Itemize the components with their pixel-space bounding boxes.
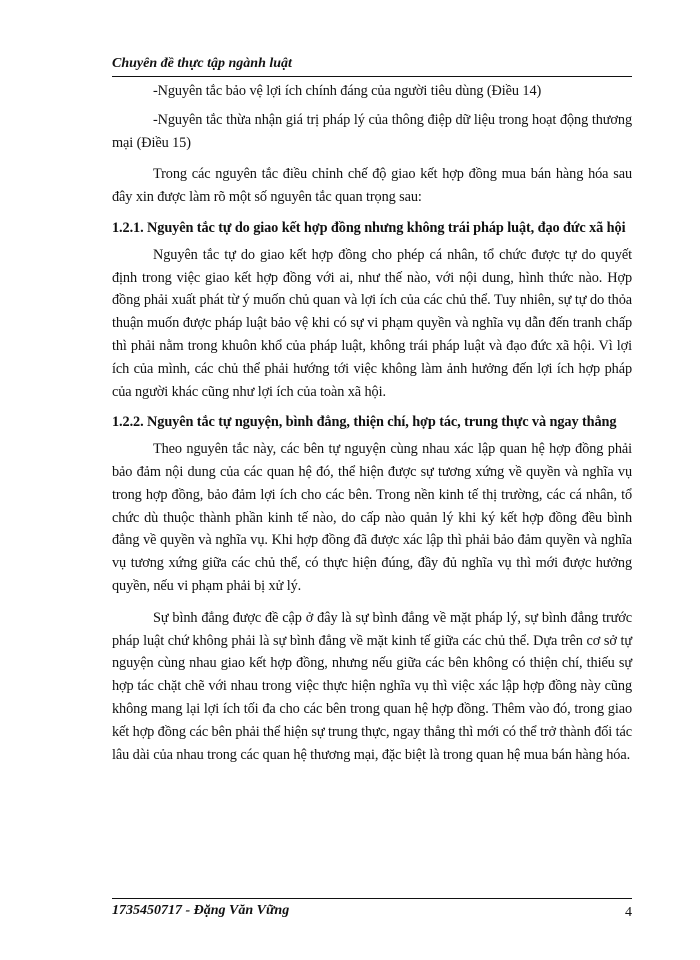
paragraph-freedom-of-contract: Nguyên tắc tự do giao kết hợp đồng cho phép cá nhân, tổ chức được tự do quyết định trong việc giao kết hợp đồng với ai, như thế nào, với nội dung, hình thức nào. Hợp đồng phải xuất phát từ ý muốn chủ quan và lợi ích của các chủ thể. Tuy nhiên, sự tự do thỏa thuận muốn được pháp luật bảo vệ khi có sự vi phạm quyền và nghĩa vụ dẫn đến tranh chấp thì phải nằm trong khuôn khổ của pháp luật, không trái pháp luật và đạo đức xã hội. Vì lợi ích của mình, các chủ thể phải hướng tới việc không làm ảnh hưởng đến lợi ích hợp pháp của người khác cũng như lợi ích của toàn xã hội. <box>112 246 632 400</box>
header-title: Chuyên đề thực tập ngành luật <box>112 56 292 71</box>
paragraph-intro: Trong các nguyên tắc điều chỉnh chế độ giao kết hợp đồng mua bán hàng hóa sau đây xin được làm rõ một số nguyên tắc quan trọng sau: <box>112 166 632 206</box>
paragraph-voluntary-equality: Theo nguyên tắc này, các bên tự nguyện cùng nhau xác lập quan hệ hợp đồng phải bảo đảm nội dung của các quan hệ đó, thể hiện được sự tương xứng về quyền và nghĩa vụ trong hợp đồng, bảo đảm lợi ích cho các bên. Trong nền kinh tế thị trường, các cá nhân, tổ chức dù thuộc thành phần kinh tế nào, do cấp nào quản lý khi ký kết hợp đồng đều bình đẳng về quyền và nghĩa vụ. Khi hợp đồng đã được xác lập thì phải bảo đảm quyền và nghĩa vụ tương xứng giữa các chủ thể, có thực hiện đúng, đầy đủ nghĩa vụ thì mới được hưởng quyền, nếu vi phạm phải bị xử lý. <box>112 441 632 594</box>
page-body <box>112 80 632 766</box>
paragraph-consumer-principle: -Nguyên tắc bảo vệ lợi ích chính đáng của người tiêu dùng (Điều 14) <box>153 83 542 99</box>
footer-author: 1735450717 - Đặng Văn Vững <box>112 903 290 918</box>
page-header <box>112 56 632 77</box>
section-heading-1-2-1: 1.2.1. Nguyên tắc tự do giao kết hợp đồng nhưng không trái pháp luật, đạo đức xã hội <box>112 219 626 236</box>
section-heading-1-2-2: 1.2.2. Nguyên tắc tự nguyện, bình đẳng, thiện chí, hợp tác, trung thực và ngay thẳng <box>112 414 617 431</box>
page-number: 4 <box>625 905 632 920</box>
paragraph-data-message-principle: -Nguyên tắc thừa nhận giá trị pháp lý của thông điệp dữ liệu trong hoạt động thương mại (Điều 15) <box>112 111 632 151</box>
page-footer <box>112 898 632 919</box>
paragraph-legal-equality: Sự bình đẳng được đề cập ở đây là sự bình đẳng về mặt pháp lý, sự bình đẳng trước pháp luật chứ không phải là sự bình đẳng về mặt kinh tế giữa các chủ thể. Dựa trên cơ sở tự nguyện cùng nhau giao kết hợp đồng, nhưng nếu giữa các bên không có thiện chí, thiếu sự hợp tác chặt chẽ với nhau trong việc thực hiện nghĩa vụ thì việc xác lập hợp đồng này cũng không mang lại lợi ích tối đa cho các bên trong quan hệ hợp đồng. Thêm vào đó, trong giao kết hợp đồng các bên phải thể hiện sự trung thực, ngay thẳng thì mới có thể trở thành đối tác lâu dài của nhau trong các quan hệ thương mại, đặc biệt là trong quan hệ mua bán hàng hóa. <box>112 609 633 763</box>
